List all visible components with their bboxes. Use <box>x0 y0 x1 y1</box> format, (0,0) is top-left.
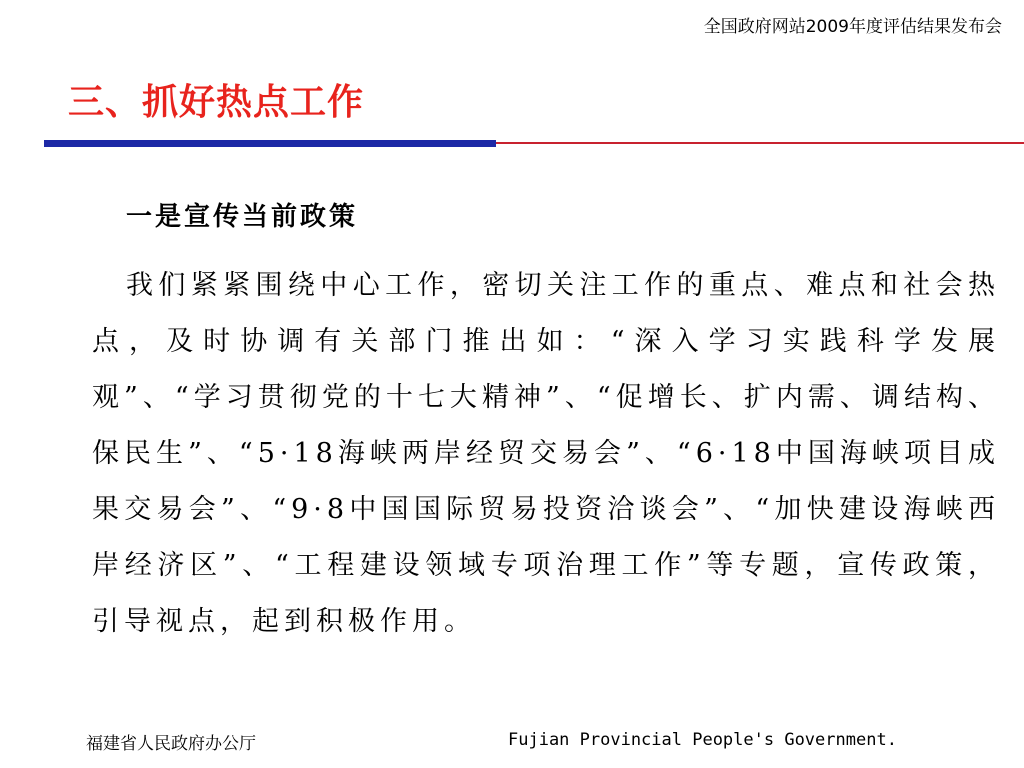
section-subheading: 一是宣传当前政策 <box>126 202 359 232</box>
body-paragraph: 我们紧紧围绕中心工作，密切关注工作的重点、难点和社会热点，及时协调有关部门推出如：“深入学习实践科学发展观”、“学习贯彻党的十七大精神”、“促增长、扩内需、调结构、保民生”、“5·18海峡两岸经贸交易会”、“6·18中国海峡项目成果交易会”、“9·8中国国际贸易投资洽谈会”、“加快建设海峡西岸经济区”、“工程建设领域专项治理工作”等专题，宣传政策，引导视点，起到积极作用。 <box>92 270 1000 637</box>
footer-organization-en: Fujian Provincial People's Government. <box>508 730 897 750</box>
title-divider-red <box>496 142 1024 144</box>
slide-title: 三、抓好热点工作 <box>68 82 365 123</box>
title-divider-blue <box>44 140 496 147</box>
event-caption: 全国政府网站2009年度评估结果发布会 <box>703 17 1002 37</box>
footer-organization-cn: 福建省人民政府办公厅 <box>86 734 256 754</box>
